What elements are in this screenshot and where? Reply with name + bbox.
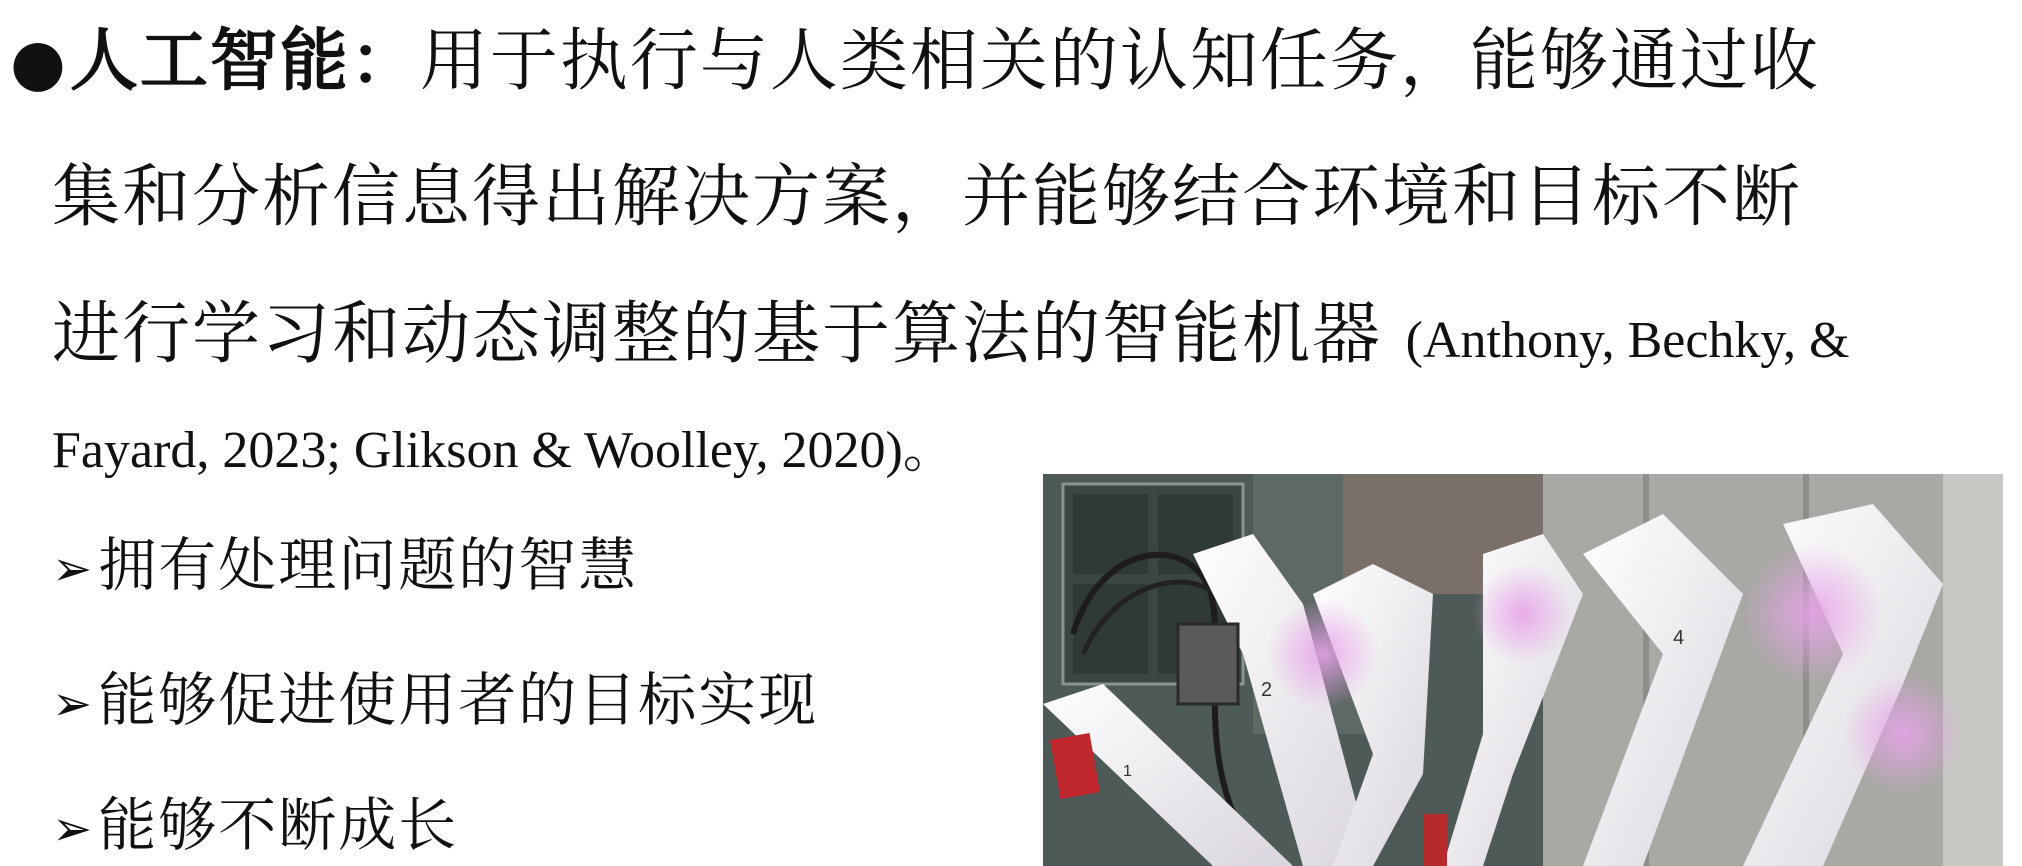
citation-part-1: (Anthony, Bechky, & bbox=[1405, 312, 1850, 369]
definition-line-2 bbox=[52, 158, 1802, 238]
arrow-bullet-icon: ➢ bbox=[52, 541, 95, 597]
sub-point-text: 能够促进使用者的目标实现 bbox=[98, 666, 819, 734]
definition-text-2: 集和分析信息得出解决方案，并能够结合环境和目标不断 bbox=[52, 158, 1803, 237]
definition-line-4 bbox=[52, 405, 955, 491]
sub-point-2 bbox=[52, 665, 818, 739]
robot-arms-illustration bbox=[1043, 474, 2003, 866]
sub-point-text: 拥有处理问题的智慧 bbox=[98, 531, 639, 599]
sub-point-text: 能够不断成长 bbox=[98, 791, 459, 859]
definition-line-3 bbox=[52, 295, 1850, 381]
definition-line-1 bbox=[10, 22, 1820, 103]
arrow-bullet-icon: ➢ bbox=[52, 801, 95, 857]
arm-number-4: 4 bbox=[1673, 627, 1685, 649]
surgical-robot-photo bbox=[1043, 474, 2003, 866]
bullet-dot: ● bbox=[10, 26, 68, 100]
definition-text-1: 用于执行与人类相关的认知任务，能够通过收 bbox=[419, 22, 1820, 101]
arm-number-2: 2 bbox=[1261, 679, 1273, 701]
sub-point-3 bbox=[52, 790, 458, 864]
arrow-bullet-icon: ➢ bbox=[52, 676, 95, 732]
sub-point-1 bbox=[52, 530, 638, 604]
arm-number-1: 1 bbox=[1123, 763, 1132, 780]
term-ai: 人工智能： bbox=[69, 22, 420, 101]
citation-part-2: Fayard, 2023; Glikson & Woolley, 2020)。 bbox=[52, 422, 955, 479]
definition-text-3: 进行学习和动态调整的基于算法的智能机器 bbox=[52, 295, 1383, 374]
